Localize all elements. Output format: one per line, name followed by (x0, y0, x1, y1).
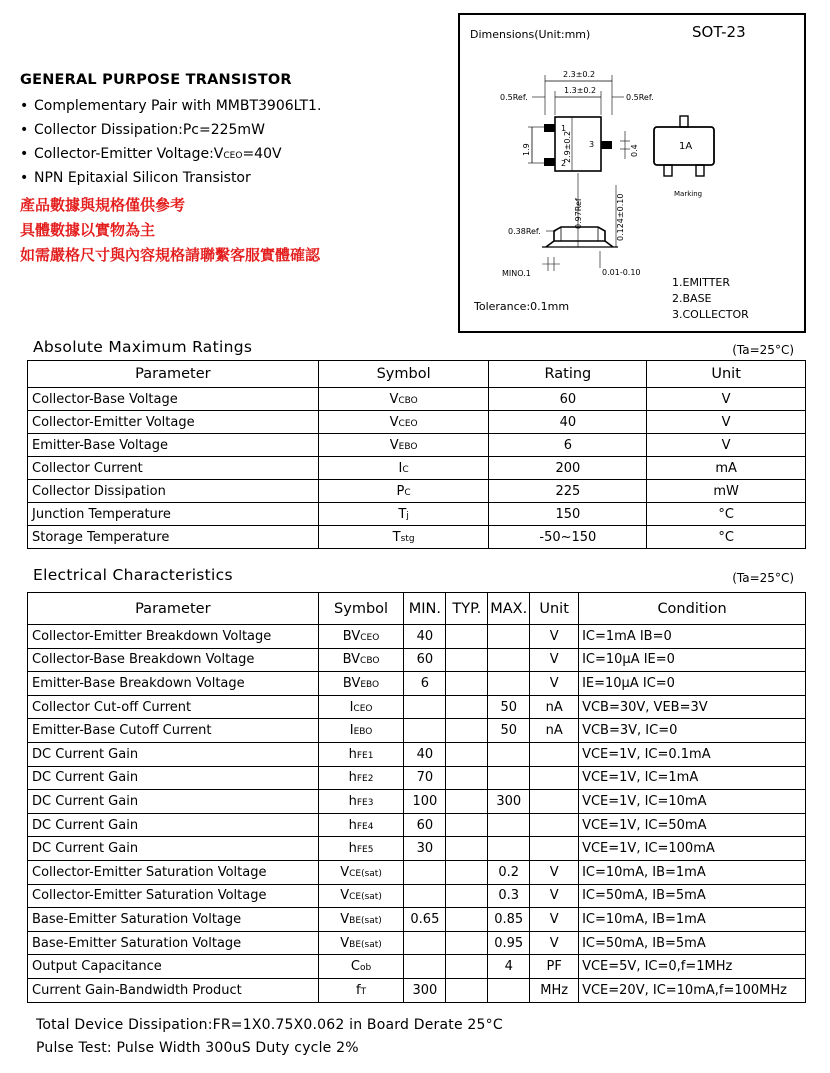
marking-label: Marking (674, 190, 703, 198)
rating-cell: 6 (489, 434, 647, 457)
max-cell (488, 978, 530, 1002)
symbol-cell (318, 625, 404, 649)
condition-cell: VCB=30V, VEB=3V (579, 695, 806, 719)
unit-cell: °C (647, 526, 806, 549)
tolerance-text: Tolerance:0.1mm (474, 300, 570, 313)
max-cell (488, 625, 530, 649)
symbol-main: V (389, 414, 399, 430)
symbol-cell (318, 411, 489, 434)
pin-legend: 2.BASE (672, 292, 712, 305)
typ-cell (446, 955, 488, 979)
column-header: Unit (530, 593, 579, 625)
column-header: MAX. (488, 593, 530, 625)
parameter-cell: Storage Temperature (28, 526, 319, 549)
table-header-row (28, 593, 806, 625)
typ-cell (446, 695, 488, 719)
table-row (28, 955, 806, 979)
condition-cell: VCE=1V, IC=100mA (579, 837, 806, 861)
typ-cell (446, 978, 488, 1002)
table-row (28, 860, 806, 884)
symbol-main: BV (342, 652, 361, 668)
symbol-main: I (398, 460, 403, 476)
column-header: Parameter (28, 361, 319, 388)
symbol-main: h (348, 746, 357, 762)
condition-cell: IC=10mA, IB=1mA (579, 860, 806, 884)
typ-cell (446, 719, 488, 743)
max-cell (488, 837, 530, 861)
symbol-main: T (392, 529, 401, 545)
condition-cell: VCE=1V, IC=0.1mA (579, 742, 806, 766)
parameter-cell: Junction Temperature (28, 503, 319, 526)
symbol-cell (318, 388, 489, 411)
parameter-cell: Collector-Emitter Saturation Voltage (28, 884, 319, 908)
min-cell: 0.65 (404, 908, 446, 932)
symbol-subscript: BE(sat) (349, 939, 382, 950)
symbol-main: BV (342, 675, 361, 691)
pin-number: 3 (589, 140, 595, 149)
feature-item: • Collector Dissipation:Pc=225mW (20, 118, 440, 142)
dimension-drawing (458, 13, 806, 333)
min-cell: 40 (404, 742, 446, 766)
symbol-main: V (340, 911, 350, 927)
condition-cell: VCE=20V, IC=10mA,f=100MHz (579, 978, 806, 1002)
parameter-cell: DC Current Gain (28, 766, 319, 790)
unit-cell: mA (647, 457, 806, 480)
max-cell: 50 (488, 719, 530, 743)
feature-value: =40V (242, 146, 282, 162)
min-cell (404, 955, 446, 979)
min-cell: 300 (404, 978, 446, 1002)
condition-cell: VCE=1V, IC=1mA (579, 766, 806, 790)
parameter-cell: DC Current Gain (28, 837, 319, 861)
symbol-cell (318, 648, 404, 672)
unit-cell: V (530, 648, 579, 672)
symbol-main: T (398, 506, 407, 522)
max-cell (488, 648, 530, 672)
table-row (28, 648, 806, 672)
electrical-title: Electrical Characteristics (33, 566, 233, 584)
footer-note: Total Device Dissipation:FR=1X0.75X0.062 in Board Derate 25°C (36, 1017, 503, 1033)
min-cell: 60 (404, 813, 446, 837)
max-cell (488, 766, 530, 790)
parameter-cell: Emitter-Base Breakdown Voltage (28, 672, 319, 696)
symbol-cell (318, 860, 404, 884)
unit-cell: V (530, 625, 579, 649)
min-cell: 30 (404, 837, 446, 861)
absolute-ratings-title: Absolute Maximum Ratings (33, 338, 253, 356)
pin-number: 1 (561, 124, 567, 133)
unit-cell: V (647, 411, 806, 434)
symbol-main: V (389, 437, 399, 453)
dim-label: 1.9 (522, 143, 531, 156)
parameter-cell: Collector-Emitter Saturation Voltage (28, 860, 319, 884)
rating-cell: 225 (489, 480, 647, 503)
symbol-cell (318, 790, 404, 814)
unit-cell: PF (530, 955, 579, 979)
min-cell: 6 (404, 672, 446, 696)
symbol-subscript: FE1 (356, 750, 374, 761)
table-row (28, 719, 806, 743)
absolute-ratings-body (28, 388, 806, 549)
parameter-cell: DC Current Gain (28, 813, 319, 837)
symbol-main: V (340, 935, 350, 951)
pin-legend: 3.COLLECTOR (672, 308, 749, 321)
table-row (28, 457, 806, 480)
symbol-subscript: C (404, 487, 411, 498)
table-row (28, 884, 806, 908)
symbol-main: V (389, 391, 399, 407)
symbol-cell (318, 837, 404, 861)
condition-cell: VCE=5V, IC=0,f=1MHz (579, 955, 806, 979)
typ-cell (446, 837, 488, 861)
table-row (28, 388, 806, 411)
parameter-cell: Base-Emitter Saturation Voltage (28, 931, 319, 955)
max-cell: 0.95 (488, 931, 530, 955)
table-row (28, 503, 806, 526)
min-cell: 60 (404, 648, 446, 672)
table-row (28, 625, 806, 649)
symbol-subscript: FE5 (356, 845, 374, 856)
parameter-cell: Base-Emitter Saturation Voltage (28, 908, 319, 932)
unit-cell (530, 837, 579, 861)
typ-cell (446, 931, 488, 955)
unit-cell: MHz (530, 978, 579, 1002)
symbol-cell (318, 931, 404, 955)
symbol-cell (318, 695, 404, 719)
absolute-ratings-table (27, 360, 806, 549)
symbol-cell (318, 978, 404, 1002)
symbol-subscript: EBO (398, 441, 418, 452)
min-cell (404, 884, 446, 908)
rating-cell: 60 (489, 388, 647, 411)
unit-cell: V (530, 884, 579, 908)
parameter-cell: DC Current Gain (28, 742, 319, 766)
column-header: Symbol (318, 593, 404, 625)
symbol-subscript: CEO (353, 703, 373, 714)
absolute-ratings-condition: (Ta=25°C) (732, 343, 794, 357)
symbol-cell (318, 672, 404, 696)
parameter-cell: Collector Current (28, 457, 319, 480)
rating-cell: -50~150 (489, 526, 647, 549)
feature-list (20, 94, 440, 190)
min-cell (404, 931, 446, 955)
device-title: GENERAL PURPOSE TRANSISTOR (20, 72, 292, 88)
symbol-subscript: EBO (360, 679, 380, 690)
electrical-characteristics-table (27, 592, 806, 1003)
unit-cell: nA (530, 695, 579, 719)
symbol-subscript: j (406, 510, 409, 521)
disclaimer-notes (20, 193, 440, 268)
symbol-cell (318, 480, 489, 503)
symbol-main: BV (342, 628, 361, 644)
electrical-condition: (Ta=25°C) (732, 571, 794, 585)
table-row (28, 742, 806, 766)
unit-cell: °C (647, 503, 806, 526)
rating-cell: 200 (489, 457, 647, 480)
typ-cell (446, 813, 488, 837)
disclaimer-note: 如需嚴格尺寸與內容規格請聯繫客服實體確認 (20, 246, 321, 264)
symbol-subscript: CEO (398, 418, 418, 429)
symbol-main: V (340, 888, 350, 904)
symbol-cell (318, 719, 404, 743)
dim-label: 0.4 (630, 144, 639, 157)
symbol-cell (318, 503, 489, 526)
dim-label: MINO.1 (502, 269, 531, 278)
typ-cell (446, 860, 488, 884)
unit-cell (530, 742, 579, 766)
table-row (28, 908, 806, 932)
symbol-main: f (356, 982, 361, 998)
symbol-main: h (348, 841, 357, 857)
symbol-cell (318, 813, 404, 837)
table-row (28, 434, 806, 457)
pin-lead (544, 124, 555, 132)
body-side-view (546, 227, 613, 247)
column-header: Parameter (28, 593, 319, 625)
max-cell: 4 (488, 955, 530, 979)
condition-cell: VCB=3V, IC=0 (579, 719, 806, 743)
unit-cell (530, 813, 579, 837)
min-cell: 40 (404, 625, 446, 649)
max-cell: 0.2 (488, 860, 530, 884)
symbol-cell (318, 955, 404, 979)
parameter-cell: Collector Dissipation (28, 480, 319, 503)
symbol-cell (318, 526, 489, 549)
marking-code: 1A (679, 141, 693, 152)
table-row (28, 766, 806, 790)
parameter-cell: Current Gain-Bandwidth Product (28, 978, 319, 1002)
table-row (28, 480, 806, 503)
symbol-cell (318, 457, 489, 480)
typ-cell (446, 908, 488, 932)
feature-item (20, 142, 440, 166)
symbol-subscript: EBO (353, 727, 373, 738)
symbol-main: P (396, 483, 405, 499)
parameter-cell: Emitter-Base Cutoff Current (28, 719, 319, 743)
unit-cell: V (647, 388, 806, 411)
symbol-subscript: BE(sat) (349, 915, 382, 926)
min-cell (404, 695, 446, 719)
symbol-main: I (349, 699, 354, 715)
column-header: Unit (647, 361, 806, 388)
symbol-subscript: CE(sat) (349, 892, 382, 903)
parameter-cell: Collector-Emitter Breakdown Voltage (28, 625, 319, 649)
pin-lead (664, 165, 672, 176)
table-row (28, 978, 806, 1002)
table-header-row (28, 361, 806, 388)
condition-cell: IC=50mA, IB=5mA (579, 884, 806, 908)
symbol-subscript: FE4 (356, 821, 374, 832)
symbol-subscript: CEO (360, 632, 380, 643)
pin-lead (680, 116, 688, 127)
table-row (28, 526, 806, 549)
feature-item: • NPN Epitaxial Silicon Transistor (20, 166, 440, 190)
dim-label: 1.3±0.2 (564, 86, 597, 95)
dim-label: 0.01-0.10 (602, 268, 641, 277)
symbol-main: C (350, 959, 360, 975)
feature-subscript: CEO (223, 151, 243, 161)
symbol-main: V (340, 864, 350, 880)
electrical-characteristics-body (28, 625, 806, 1003)
column-header: Condition (579, 593, 806, 625)
typ-cell (446, 625, 488, 649)
typ-cell (446, 648, 488, 672)
symbol-subscript: C (402, 464, 409, 475)
pin-legend: 1.EMITTER (672, 276, 731, 289)
min-cell (404, 860, 446, 884)
min-cell: 100 (404, 790, 446, 814)
table-row (28, 411, 806, 434)
symbol-cell (318, 766, 404, 790)
disclaimer-note: 具體數據以實物為主 (20, 221, 156, 239)
unit-cell: nA (530, 719, 579, 743)
dim-label: 0.38Ref. (508, 227, 541, 236)
parameter-cell: Collector-Base Breakdown Voltage (28, 648, 319, 672)
pin-lead (544, 158, 555, 166)
symbol-cell (318, 884, 404, 908)
rating-cell: 150 (489, 503, 647, 526)
package-name: SOT-23 (692, 23, 746, 41)
unit-cell: mW (647, 480, 806, 503)
table-row (28, 837, 806, 861)
pin-number: 2 (561, 159, 567, 168)
dim-label: 2.3±0.2 (563, 70, 596, 79)
feature-item: • Complementary Pair with MMBT3906LT1. (20, 94, 440, 118)
table-row (28, 695, 806, 719)
max-cell: 0.3 (488, 884, 530, 908)
typ-cell (446, 884, 488, 908)
symbol-main: h (348, 793, 357, 809)
column-header: TYP. (446, 593, 488, 625)
dim-label: 2.9±0.2 (563, 130, 572, 163)
unit-cell: V (530, 860, 579, 884)
symbol-subscript: stg (400, 533, 415, 544)
table-row (28, 790, 806, 814)
max-cell (488, 672, 530, 696)
symbol-subscript: FE3 (356, 797, 374, 808)
symbol-subscript: ob (359, 963, 372, 974)
min-cell (404, 719, 446, 743)
symbol-main: I (349, 723, 354, 739)
dim-label: 0.124±0.10 (616, 193, 625, 241)
dim-label: 0.97Ref (574, 198, 583, 229)
dim-label: 0.5Ref. (626, 93, 654, 102)
typ-cell (446, 766, 488, 790)
unit-cell (530, 766, 579, 790)
symbol-subscript: FE2 (356, 774, 374, 785)
condition-cell: IE=10μA IC=0 (579, 672, 806, 696)
pin-lead (696, 165, 704, 176)
feature-text: Collector-Emitter Voltage:V (34, 146, 224, 162)
max-cell: 300 (488, 790, 530, 814)
parameter-cell: Emitter-Base Voltage (28, 434, 319, 457)
typ-cell (446, 672, 488, 696)
parameter-cell: Collector-Emitter Voltage (28, 411, 319, 434)
max-cell (488, 742, 530, 766)
pin-lead (601, 141, 612, 149)
column-header: Rating (489, 361, 647, 388)
unit-cell (530, 790, 579, 814)
package-outline-drawing (460, 15, 806, 333)
unit-cell: V (530, 672, 579, 696)
dimension-header: Dimensions(Unit:mm) (470, 28, 591, 41)
condition-cell: VCE=1V, IC=50mA (579, 813, 806, 837)
unit-cell: V (530, 931, 579, 955)
parameter-cell: Collector Cut-off Current (28, 695, 319, 719)
table-row (28, 931, 806, 955)
max-cell (488, 813, 530, 837)
condition-cell: IC=50mA, IB=5mA (579, 931, 806, 955)
rating-cell: 40 (489, 411, 647, 434)
typ-cell (446, 790, 488, 814)
symbol-main: h (348, 770, 357, 786)
symbol-subscript: CE(sat) (349, 868, 382, 879)
parameter-cell: Collector-Base Voltage (28, 388, 319, 411)
dim-label: 0.5Ref. (500, 93, 528, 102)
condition-cell: IC=10mA, IB=1mA (579, 908, 806, 932)
symbol-cell (318, 908, 404, 932)
symbol-cell (318, 434, 489, 457)
symbol-cell (318, 742, 404, 766)
symbol-main: h (348, 817, 357, 833)
typ-cell (446, 742, 488, 766)
unit-cell: V (647, 434, 806, 457)
symbol-subscript: CBO (398, 395, 418, 406)
footer-note: Pulse Test: Pulse Width 300uS Duty cycle 2% (36, 1040, 359, 1056)
max-cell: 50 (488, 695, 530, 719)
symbol-subscript: CBO (360, 656, 380, 667)
unit-cell: V (530, 908, 579, 932)
table-row (28, 672, 806, 696)
column-header: MIN. (404, 593, 446, 625)
condition-cell: VCE=1V, IC=10mA (579, 790, 806, 814)
column-header: Symbol (318, 361, 489, 388)
parameter-cell: Output Capacitance (28, 955, 319, 979)
intro-section (20, 72, 440, 268)
condition-cell: IC=10μA IE=0 (579, 648, 806, 672)
table-row (28, 813, 806, 837)
parameter-cell: DC Current Gain (28, 790, 319, 814)
max-cell: 0.85 (488, 908, 530, 932)
symbol-subscript: T (360, 986, 367, 997)
condition-cell: IC=1mA IB=0 (579, 625, 806, 649)
disclaimer-note: 產品數據與規格僅供參考 (20, 196, 186, 214)
min-cell: 70 (404, 766, 446, 790)
